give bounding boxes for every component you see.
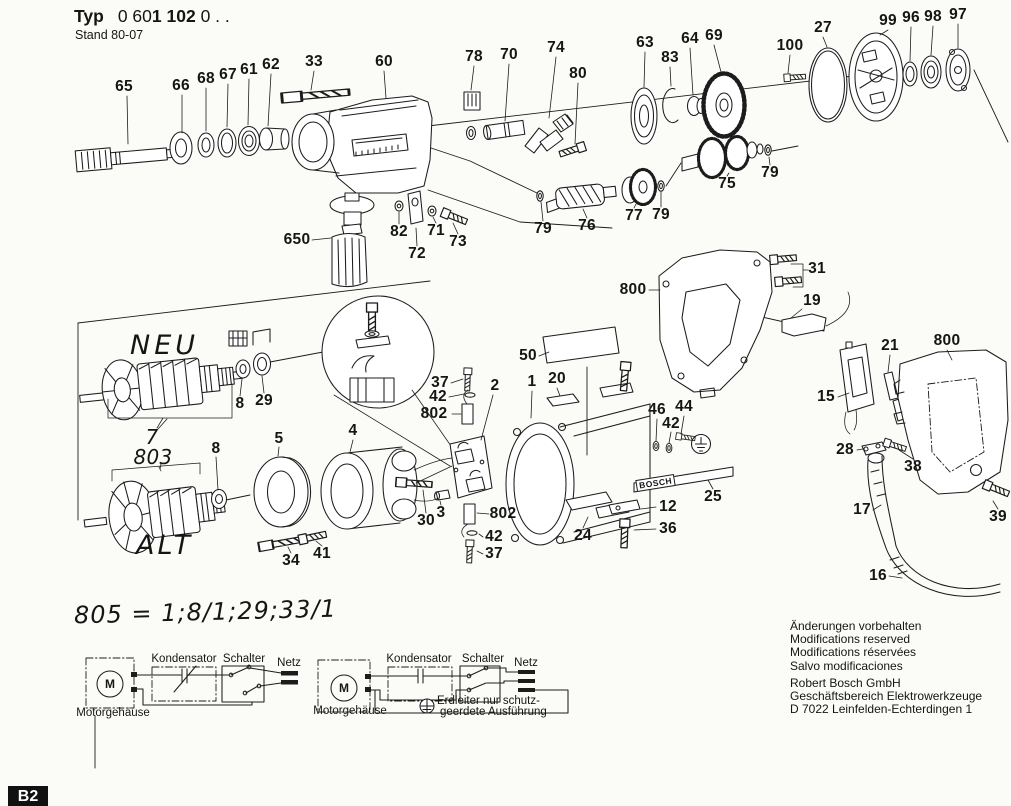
footer-notice-1: Modifications reserved (790, 632, 911, 647)
leader-line-21 (888, 355, 890, 372)
part-label-34: 34 (282, 552, 300, 569)
part-label-39: 39 (989, 508, 1007, 525)
leader-line-27 (823, 37, 827, 47)
typ-label: Typ (74, 6, 104, 26)
leader-line-42 (669, 432, 671, 443)
part-label-800: 800 (619, 281, 647, 298)
part-label-12: 12 (659, 498, 677, 515)
leader-line-8 (216, 457, 218, 490)
leader-line-802 (477, 513, 489, 514)
leader-line-64 (690, 48, 693, 95)
page-badge: B2 (8, 786, 48, 806)
wiring1-schalter-label: Schalter (222, 653, 266, 665)
leader-line-79 (541, 202, 543, 221)
annotation-neu: NEU (130, 330, 200, 361)
part-label-800: 800 (933, 332, 961, 349)
part-label-19: 19 (803, 292, 821, 309)
motor-end-drawing (809, 33, 970, 122)
type-code-bold: 1 102 (151, 6, 196, 26)
leader-line-36 (634, 529, 656, 530)
part-label-96: 96 (902, 9, 920, 26)
spindle-drawing (75, 142, 174, 171)
part-label-79: 79 (652, 206, 670, 223)
revision-date: Stand 80-07 (75, 28, 144, 42)
leader-line-72 (416, 228, 417, 246)
part-label-60: 60 (375, 53, 393, 70)
wiring1-kondensator-label: Kondensator (151, 653, 217, 665)
part-label-61: 61 (240, 61, 258, 78)
leader-line-12 (641, 507, 656, 509)
wiring1-motor-letter: M (105, 677, 115, 691)
wiring1-netz-label: Netz (277, 657, 301, 669)
part-label-46: 46 (648, 401, 666, 418)
modification-notices (790, 620, 982, 673)
part-label-65: 65 (115, 78, 133, 95)
wiring2-motorgehaeuse-label: Motorgehäuse (313, 705, 387, 717)
leader-line-44 (681, 416, 684, 434)
wiring2-erdleiter-line1: Erdleiter nur schutz- (437, 695, 540, 707)
footer-company-2: D 7022 Leinfelden-Echterdingen 1 (790, 702, 973, 717)
handle-left-drawing (659, 250, 772, 398)
leader-line-20 (557, 388, 560, 396)
part-label-38: 38 (904, 458, 922, 475)
leader-line-99 (880, 30, 888, 35)
part-label-99: 99 (879, 12, 897, 29)
leader-line-5 (278, 447, 279, 456)
part-label-16: 16 (869, 567, 887, 584)
wiring2-netz-label: Netz (514, 657, 538, 669)
leader-line-63 (644, 52, 645, 87)
part-label-75: 75 (718, 175, 736, 192)
part-label-74: 74 (547, 39, 565, 56)
part-label-98: 98 (924, 8, 942, 25)
leader-line-2 (481, 395, 493, 440)
part-label-69: 69 (705, 27, 723, 44)
leader-line-16 (889, 576, 902, 578)
part-label-63: 63 (636, 34, 654, 51)
part-label-97: 97 (949, 6, 967, 23)
wiring2-erdleiter-line2: geerdete Ausführung (440, 706, 547, 718)
wiring-diagram-1 (86, 658, 298, 708)
part-label-82: 82 (390, 223, 408, 240)
part-label-8: 8 (235, 395, 245, 412)
leader-line-98 (931, 26, 933, 55)
part-label-71: 71 (427, 222, 445, 239)
leader-line-67 (227, 84, 228, 127)
part-label-650: 650 (283, 231, 311, 248)
part-label-73: 73 (449, 233, 467, 250)
part-label-42: 42 (429, 388, 447, 405)
wiring2-motor-letter: M (339, 681, 349, 695)
part-label-15: 15 (817, 388, 835, 405)
leader-line-8 (240, 379, 242, 396)
part-label-50: 50 (519, 347, 537, 364)
leader-line-74 (549, 57, 556, 118)
part-label-42: 42 (662, 415, 680, 432)
leader-line-69 (714, 45, 721, 72)
part-label-36: 36 (659, 520, 677, 537)
part-label-77: 77 (625, 207, 643, 224)
part-label-100: 100 (776, 37, 804, 54)
leader-line-28 (857, 449, 863, 450)
gear-set-drawing (631, 74, 745, 145)
part-label-67: 67 (219, 66, 237, 83)
part-label-802: 802 (420, 405, 448, 422)
leader-line-80 (575, 83, 578, 144)
part-label-83: 83 (661, 49, 679, 66)
part-label-31: 31 (808, 260, 826, 277)
part-label-41: 41 (313, 545, 331, 562)
part-label-27: 27 (814, 19, 832, 36)
footer-notice-0: Änderungen vorbehalten (790, 619, 922, 633)
part-label-33: 33 (305, 53, 323, 70)
leader-line-78 (471, 66, 474, 90)
part-label-66: 66 (172, 77, 190, 94)
leader-line-4 (350, 440, 353, 452)
part-label-3: 3 (436, 504, 446, 521)
part-label-2: 2 (490, 377, 500, 394)
annotation-part-note: 805 = 1;8/1;29;33/1 (73, 594, 338, 630)
part-label-80: 80 (569, 65, 587, 82)
leader-line-83 (670, 67, 671, 86)
leader-line-46 (656, 419, 657, 441)
footer-company-1: Geschäftsbereich Elektrowerkzeuge (790, 689, 983, 704)
part-label-7: 7 (145, 425, 159, 449)
intermediate-gear-drawing (682, 137, 763, 178)
part-label-25: 25 (704, 488, 722, 505)
leader-line-100 (788, 55, 790, 73)
part-label-68: 68 (197, 70, 215, 87)
part-label-72: 72 (408, 245, 426, 262)
footer-company-0: Robert Bosch GmbH (790, 675, 901, 690)
leader-line-650 (312, 238, 331, 240)
part-label-1: 1 (527, 373, 537, 390)
part-label-24: 24 (574, 527, 592, 544)
spindle-rings-drawing (170, 127, 289, 165)
shifter-parts-drawing (464, 92, 573, 153)
leader-line-62 (268, 74, 271, 126)
company-address (790, 677, 982, 717)
bosch-label-strip: BOSCH (635, 474, 676, 492)
part-label-28: 28 (836, 441, 854, 458)
wiring1-motorgehaeuse-label: Motorgehäuse (76, 707, 150, 719)
footer-block (790, 620, 982, 716)
wiring2-kondensator-label: Kondensator (386, 653, 452, 665)
part-label-78: 78 (465, 48, 483, 65)
annotation-alt: ALT (136, 530, 194, 561)
leader-line-1 (531, 391, 532, 418)
leader-line-17 (873, 505, 881, 510)
clamp-parts-drawing (395, 191, 436, 224)
part-label-64: 64 (681, 30, 699, 47)
part-label-79: 79 (761, 164, 779, 181)
leader-line-29 (262, 376, 264, 393)
type-code-pre: 0 60 (117, 6, 152, 26)
part-label-5: 5 (274, 430, 284, 447)
page-title (74, 6, 230, 27)
part-label-76: 76 (578, 217, 596, 234)
part-label-8: 8 (211, 440, 221, 457)
side-handle-drawing (332, 224, 367, 287)
part-label-42: 42 (485, 528, 503, 545)
leader-line-96 (910, 27, 911, 61)
leader-line-33 (311, 71, 314, 90)
leader-line-37 (477, 551, 483, 554)
part-label-4: 4 (348, 422, 358, 439)
part-label-62: 62 (262, 56, 280, 73)
leader-line-42 (479, 534, 483, 537)
type-code-post: 0 . . (200, 6, 230, 26)
part-label-37: 37 (485, 545, 503, 562)
leader-line-65 (127, 96, 128, 144)
part-label-20: 20 (548, 370, 566, 387)
leader-line-42 (449, 394, 464, 397)
part-label-70: 70 (500, 46, 518, 63)
leader-line-60 (384, 71, 386, 98)
part-label-79: 79 (534, 220, 552, 237)
part-label-21: 21 (881, 337, 899, 354)
part-label-802: 802 (489, 505, 517, 522)
leader-line-61 (248, 79, 249, 125)
part-label-44: 44 (675, 398, 693, 415)
wiring2-schalter-label: Schalter (461, 653, 505, 665)
leader-line-37 (451, 379, 463, 383)
leader-line-70 (505, 64, 509, 121)
part-label-30: 30 (417, 512, 435, 529)
part-label-17: 17 (853, 501, 871, 518)
footer-notice-2: Modifications réservées (790, 645, 917, 660)
part-label-803: 803 (133, 445, 173, 469)
footer-notice-3: Salvo modificaciones (790, 658, 903, 673)
part-label-37: 37 (431, 374, 449, 391)
part-label-29: 29 (255, 392, 273, 409)
